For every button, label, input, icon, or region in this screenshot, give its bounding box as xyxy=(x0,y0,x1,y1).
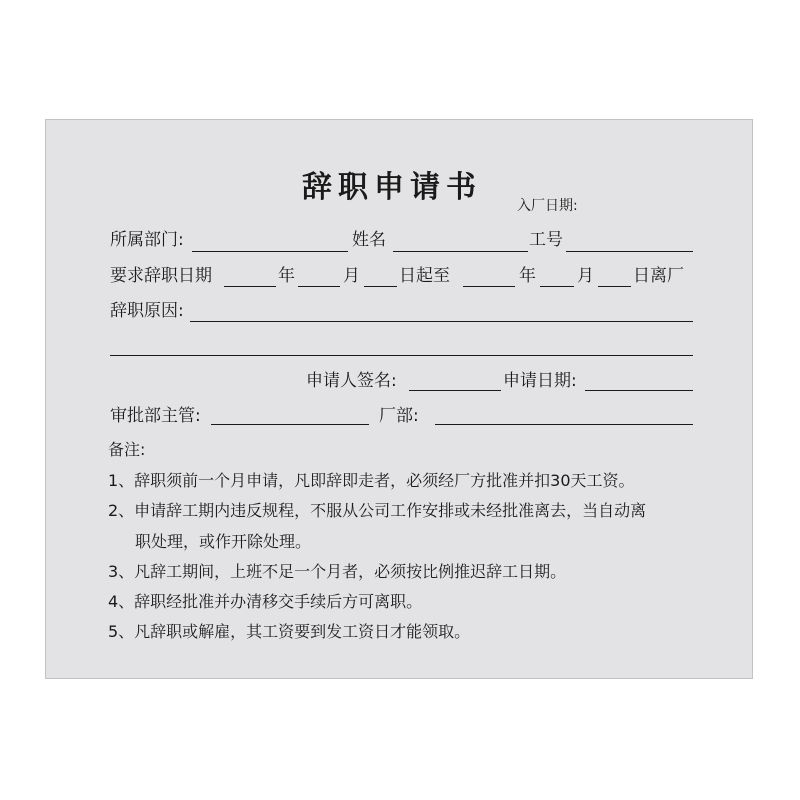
note-item-2-continued: 职处理，或作开除处理。 xyxy=(135,532,312,551)
reason-field-line[interactable] xyxy=(190,321,693,322)
note-item-5: 5、凡辞职或解雇，其工资要到发工资日才能领取。 xyxy=(108,622,471,641)
name-field-line[interactable] xyxy=(393,251,528,252)
day-from-label: 日起至 xyxy=(399,266,450,286)
name-label: 姓名 xyxy=(352,230,386,250)
end-year-field-line[interactable] xyxy=(463,286,515,287)
department-label: 所属部门: xyxy=(110,230,184,250)
factory-label: 厂部: xyxy=(379,406,419,426)
employee-id-label: 工号 xyxy=(529,230,563,250)
start-year-field-line[interactable] xyxy=(224,286,276,287)
applicant-signature-line[interactable] xyxy=(409,390,501,391)
entry-date-label: 入厂日期: xyxy=(517,198,578,214)
end-month-field-line[interactable] xyxy=(540,286,574,287)
form-title: 辞职申请书 xyxy=(302,170,482,205)
end-day-field-line[interactable] xyxy=(598,286,631,287)
end-month-unit: 月 xyxy=(577,266,594,286)
start-month-field-line[interactable] xyxy=(298,286,340,287)
note-item-3: 3、凡辞工期间，上班不足一个月者，必须按比例推迟辞工日期。 xyxy=(108,562,567,581)
reason-continuation-line[interactable] xyxy=(110,355,693,356)
apply-date-line[interactable] xyxy=(585,390,693,391)
dept-supervisor-line[interactable] xyxy=(211,424,369,425)
apply-date-label: 申请日期: xyxy=(503,371,577,391)
end-year-unit: 年 xyxy=(519,266,536,286)
factory-approval-line[interactable] xyxy=(435,424,693,425)
employee-id-field-line[interactable] xyxy=(566,251,693,252)
start-year-unit: 年 xyxy=(278,266,295,286)
dept-supervisor-label: 审批部主管: xyxy=(110,406,201,426)
applicant-signature-label: 申请人签名: xyxy=(306,371,397,391)
start-day-field-line[interactable] xyxy=(364,286,397,287)
department-field-line[interactable] xyxy=(192,251,348,252)
notes-header: 备注: xyxy=(108,440,146,459)
reason-label: 辞职原因: xyxy=(110,301,184,321)
day-leave-label: 日离厂 xyxy=(633,266,684,286)
start-month-unit: 月 xyxy=(343,266,360,286)
note-item-1: 1、辞职须前一个月申请，凡即辞即走者，必须经厂方批准并扣30天工资。 xyxy=(108,471,635,490)
requested-date-label: 要求辞职日期 xyxy=(110,266,212,286)
note-item-2: 2、申请辞工期内违反规程，不服从公司工作安排或未经批准离去，当自动离 xyxy=(108,501,647,520)
note-item-4: 4、辞职经批准并办清移交手续后方可离职。 xyxy=(108,592,423,611)
